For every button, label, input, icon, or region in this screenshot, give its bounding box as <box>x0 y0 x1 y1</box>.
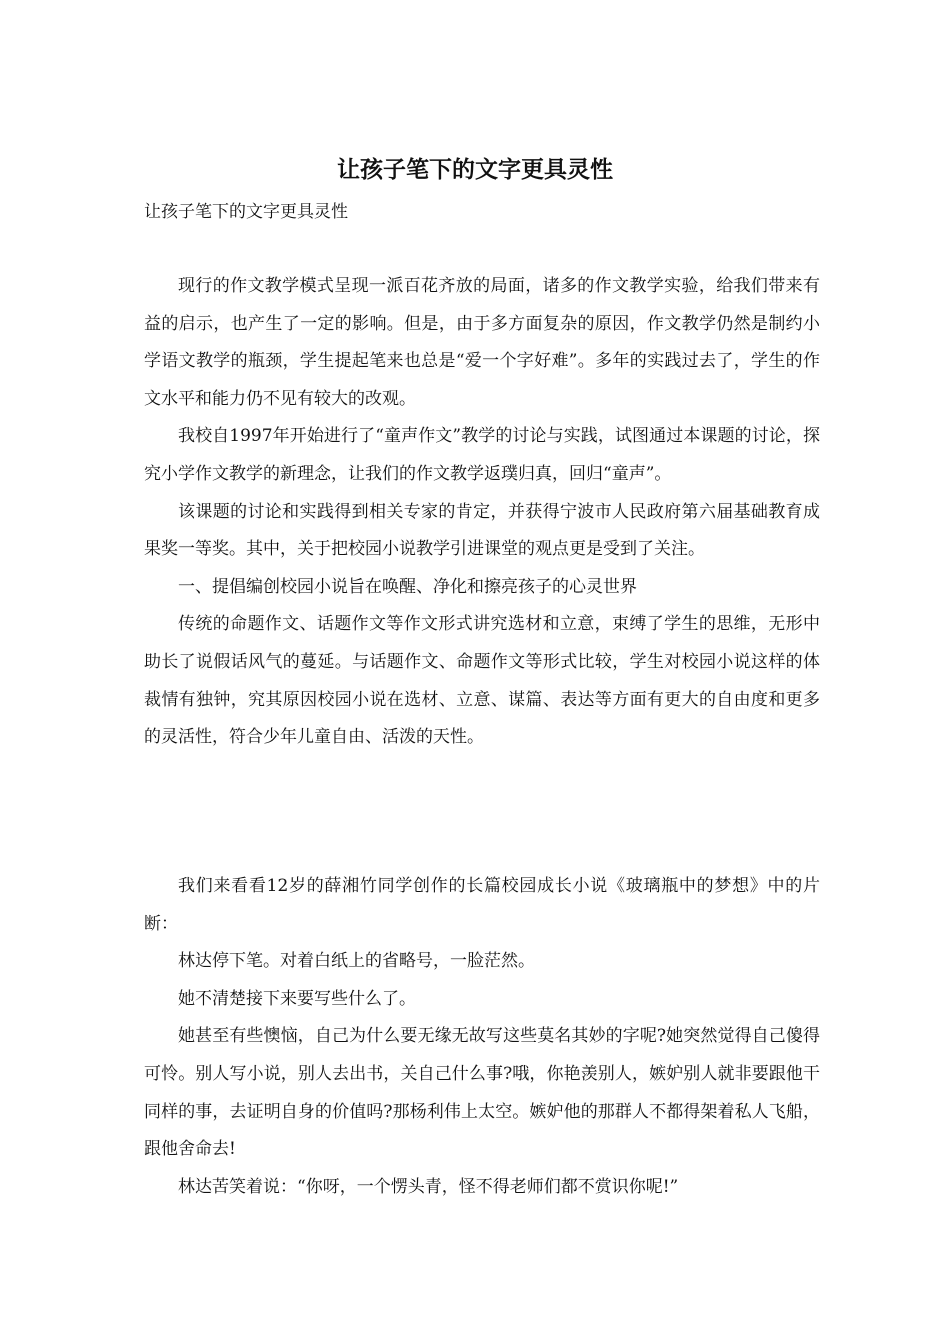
paragraph: 我校自1997年开始进行了“童声作文”教学的讨论与实践，试图通过本课题的讨论，探究小学作文教学的新理念，让我们的作文教学返璞归真，回归“童声”。 <box>144 426 820 484</box>
document-subtitle: 让孩子笔下的文字更具灵性 <box>144 202 348 222</box>
paragraph: 该课题的讨论和实践得到相关专家的肯定，并获得宁波市人民政府第六届基础教育成果奖一等奖。其中，关于把校园小说教学引进课堂的观点更是受到了关注。 <box>144 501 820 560</box>
paragraph: 现行的作文教学模式呈现一派百花齐放的局面，诸多的作文教学实验，给我们带来有益的启示，也产生了一定的影响。但是，由于多方面复杂的原因，作文教学仍然是制约小学语文教学的瓶颈，学生提起笔来也总是“爱一个字好难”。多年的实践过去了，学生的作文水平和能力仍不见有较大的改观。 <box>144 276 820 409</box>
paragraph: 林达停下笔。对着白纸上的省略号，一脸茫然。 <box>178 951 535 972</box>
paragraph: 我们来看看12岁的薛湘竹同学创作的长篇校园成长小说《玻璃瓶中的梦想》中的片断： <box>144 876 820 934</box>
paragraph: 传统的命题作文、话题作文等作文形式讲究选材和立意，束缚了学生的思维，无形中助长了说假话风气的蔓延。与话题作文、命题作文等形式比较，学生对校园小说这样的体裁情有独钟，究其原因校园小说在选材、立意、谋篇、表达等方面有更大的自由度和更多的灵活性，符合少年儿童自由、活泼的天性。 <box>144 614 820 748</box>
paragraph: 她不清楚接下来要写些什么了。 <box>178 988 416 1009</box>
paragraph: 她甚至有些懊恼，自己为什么要无缘无故写这些莫名其妙的字呢?她突然觉得自己傻得可怜。别人写小说，别人去出书，关自己什么事?哦，你艳羡别人，嫉妒别人就非要跟他干同样的事，去证明自身的价值吗?那杨利伟上太空。嫉妒他的那群人不都得架着私人飞船，跟他舍命去! <box>144 1026 820 1160</box>
paragraph: 林达苦笑着说：“你呀，一个愣头青，怪不得老师们都不赏识你呢!” <box>178 1176 679 1197</box>
body-text-block-2 <box>144 868 820 1206</box>
section-heading: 一、提倡编创校园小说旨在唤醒、净化和擦亮孩子的心灵世界 <box>178 576 637 597</box>
document-title: 让孩子笔下的文字更具灵性 <box>337 156 613 183</box>
body-text-block-1 <box>144 268 820 757</box>
